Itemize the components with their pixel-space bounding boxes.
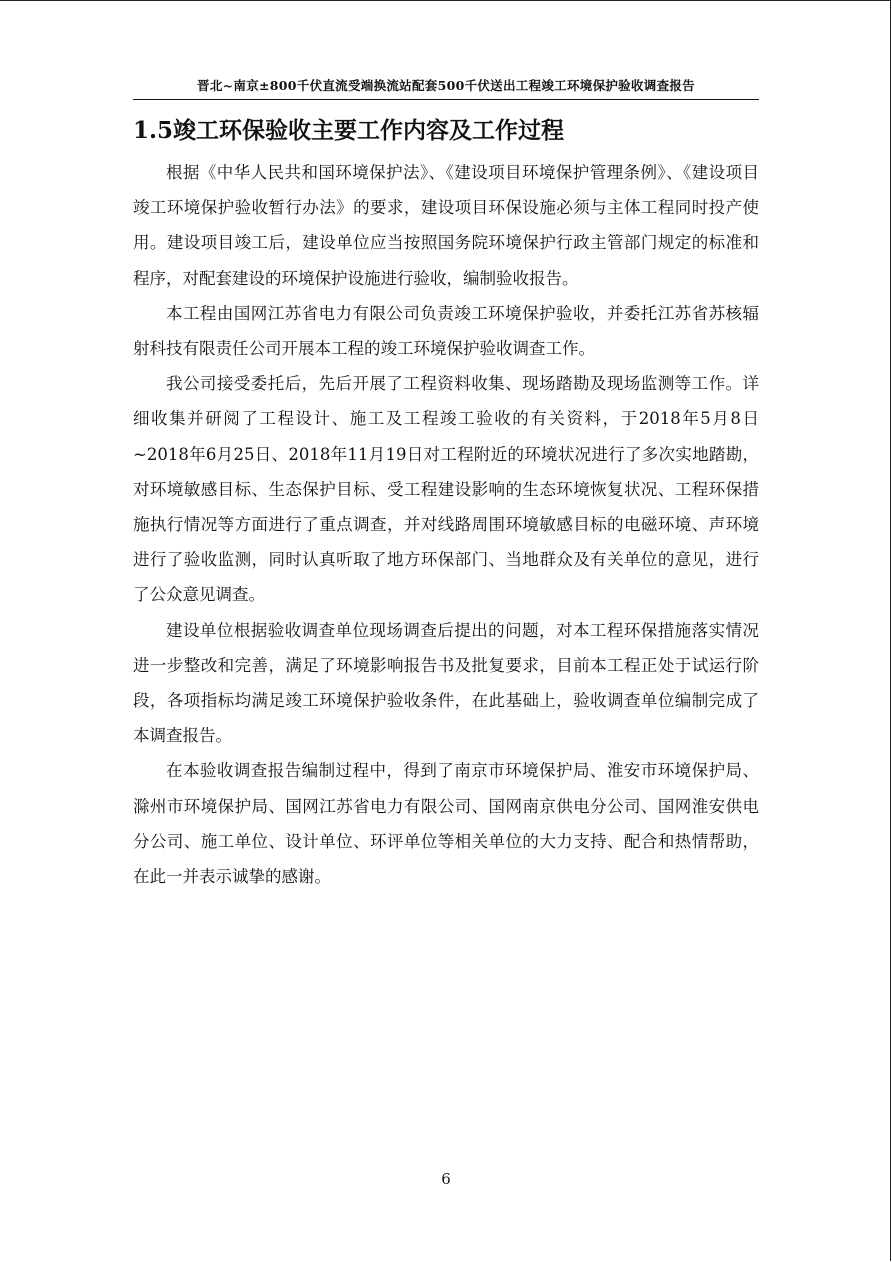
body-text: [133, 155, 759, 894]
paragraph-responsible-party: 本工程由国网江苏省电力有限公司负责竣工环境保护验收，并委托江苏省苏核辐射科技有限责任公司开展本工程的竣工环境保护验收调查工作。: [133, 303, 759, 359]
page-number: 6: [441, 1170, 451, 1188]
paragraph-rectification: 建设单位根据验收调查单位现场调查后提出的问题，对本工程环保措施落实情况进一步整改和完善，满足了环境影响报告书及批复要求，目前本工程正处于试运行阶段，各项指标均满足竣工环境保护验收条件，在此基础上，验收调查单位编制完成了本调查报告。: [133, 620, 759, 746]
paragraph-legal-basis: 根据《中华人民共和国环境保护法》、《建设项目环境保护管理条例》、《建设项目竣工环境保护验收暂行办法》的要求，建设项目环保设施必须与主体工程同时投产使用。建设项目竣工后，建设单位应当按照国务院环境保护行政主管部门规定的标准和程序，对配套建设的环境保护设施进行验收，编制验收报告。: [133, 163, 759, 288]
paragraph-work-process: 我公司接受委托后，先后开展了工程资料收集、现场踏勘及现场监测等工作。详细收集并研阅了工程设计、施工及工程竣工验收的有关资料，于2018年5月8日~2018年6月25日、2018年11月19日对工程附近的环境状况进行了多次实地踏勘，对环境敏感目标、生态保护目标、受工程建设影响的生态环境恢复状况、工程环保措施执行情况等方面进行了重点调查，并对线路周围环境敏感目标的电磁环境、声环境进行了验收监测，同时认真听取了地方环保部门、当地群众及有关单位的意见，进行了公众意见调查。: [133, 374, 759, 605]
section-title: 1.5竣工环保验收主要工作内容及工作过程: [133, 117, 565, 144]
paragraph-acknowledgements: 在本验收调查报告编制过程中，得到了南京市环境保护局、淮安市环境保护局、滁州市环境保护局、国网江苏省电力有限公司、国网南京供电分公司、国网淮安供电分公司、施工单位、设计单位、环评单位等相关单位的大力支持、配合和热情帮助，在此一并表示诚挚的感谢。: [133, 761, 759, 887]
running-header: 晋北~南京±800千伏直流受端换流站配套500千伏送出工程竣工环境保护验收调查报告: [197, 78, 695, 93]
header-divider: [133, 99, 759, 100]
